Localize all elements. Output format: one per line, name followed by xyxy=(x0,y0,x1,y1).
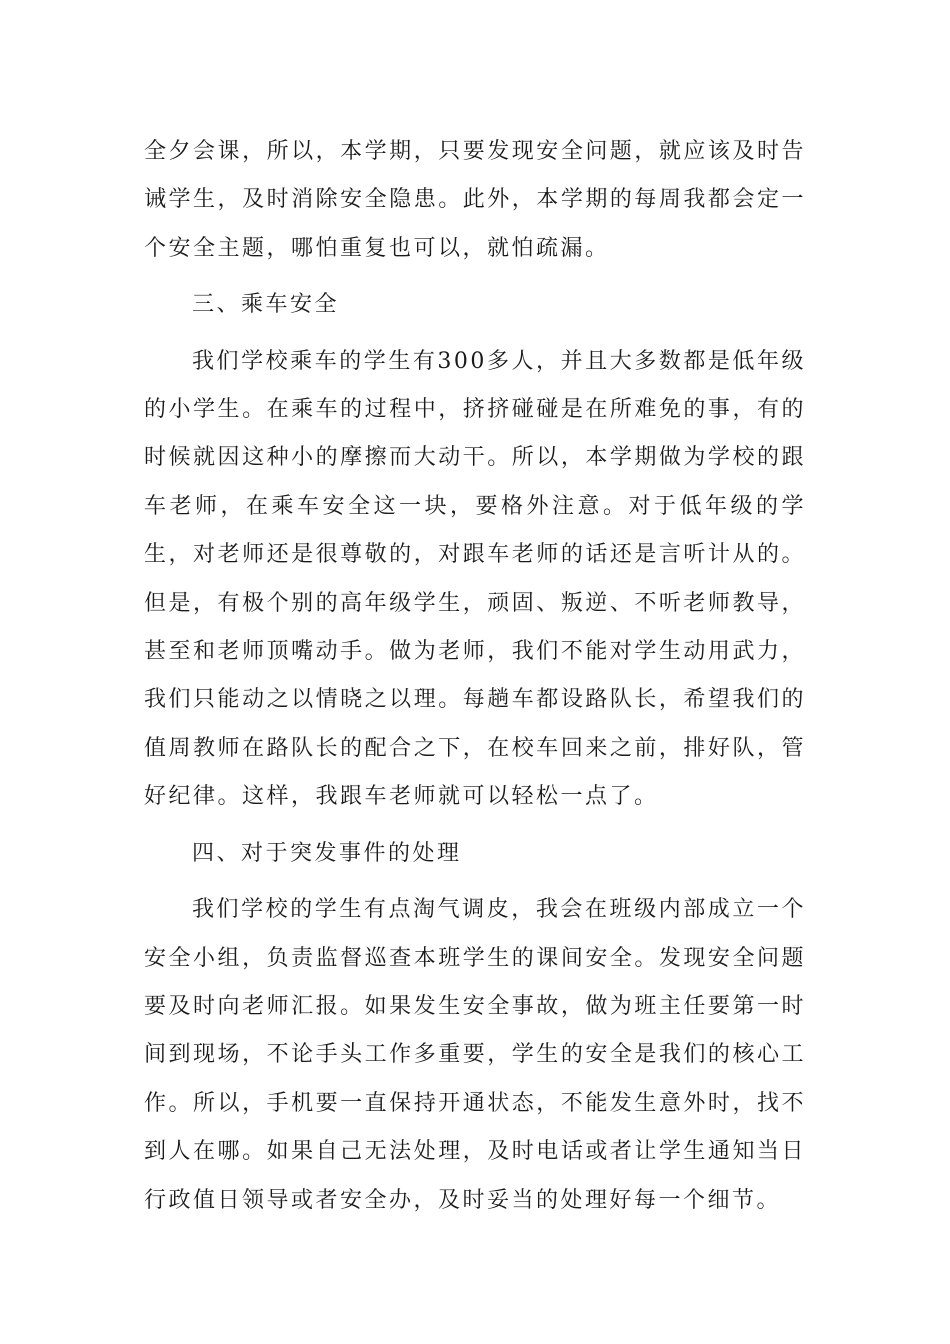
section-heading-4: 四、对于突发事件的处理 xyxy=(192,840,462,866)
paragraph-emergency-handling: 我们学校的学生有点淘气调皮，我会在班级内部成立一个安全小组，负责监督巡查本班学生的课间安全。发现安全问题要及时向老师汇报。如果发生安全事故，做为班主任要第一时间到现场，不论手头工作多重要，学生的安全是我们的核心工作。所以，手机要一直保持开通状态，不能发生意外时，找不到人在哪。如果自己无法处理，及时电话或者让学生通知当日行政值日领导或者安全办，及时妥当的处理好每一个细节。 xyxy=(144,897,806,1213)
document-body xyxy=(144,128,806,1233)
section-heading-3: 三、乘车安全 xyxy=(192,292,340,318)
paragraph-bus-safety: 我们学校乘车的学生有300多人，并且大多数都是低年级的小学生。在乘车的过程中，挤挤碰碰是在所难免的事，有的时候就因这种小的摩擦而大动干。所以，本学期做为学校的跟车老师，在乘车安全这一块，要格外注意。对于低年级的学生，对老师还是很尊敬的，对跟车老师的话还是言听计从的。但是，有极个别的高年级学生，顽固、叛逆、不听老师教导，甚至和老师顶嘴动手。做为老师，我们不能对学生动用武力，我们只能动之以情晓之以理。每趟车都设路队长，希望我们的值周教师在路队长的配合之下，在校车回来之前，排好队，管好纪律。这样，我跟车老师就可以轻松一点了。 xyxy=(144,348,806,810)
paragraph-continued: 全夕会课，所以，本学期，只要发现安全问题，就应该及时告诫学生，及时消除安全隐患。此外，本学期的每周我都会定一个安全主题，哪怕重复也可以，就怕疏漏。 xyxy=(144,139,806,261)
